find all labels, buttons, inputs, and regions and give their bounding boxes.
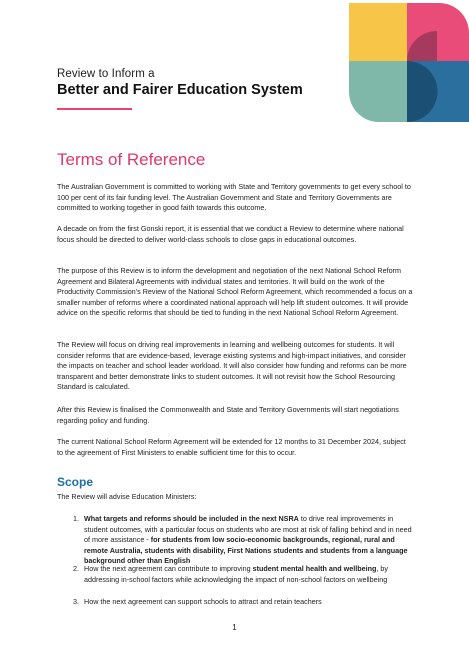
paragraph-focus: The Review will focus on driving real improvements in learning and wellbeing outcomes for students. It will consider reforms that are evidence-based, leverage existing systems and high-impact initiatives, and consider the impacts on teacher and school leader workload. It will also consider how funding and reforms can be more transparent and better demonstrate links to student outcomes. It will not revisit how the School Resourcing Standard is calculated. [57,340,407,392]
paragraph-purpose: The purpose of this Review is to inform the development and negotiation of the next National School Reform Agreement and Bilateral Agreements with individual states and territories. It will build on the work of the Productivity Commission’s Review of the National School Reform Agreement, which recommended a focus on a smaller number of reforms where a coordinated national approach will help lift student outcomes. It will provide advice on the specific reforms that should be tied to funding in the next National School Reform Agreement. [57,266,413,318]
terms-of-reference-heading: Terms of Reference [57,150,206,169]
list-item-bold: What targets and reforms should be included in the next NSRA [84,514,299,523]
list-item-number: 3. [73,597,79,606]
list-item-bold: for students from low socio-economic backgrounds, regional, rural and remote Australia, students with disability, First Nations students and students from a language background other than English [84,535,408,566]
header-title: Better and Fairer Education System [57,82,303,98]
list-item-plain: , by addressing in-school factors while acknowledging the impact of non-school factors on wellbeing [84,564,389,584]
list-item-number: 1. [73,514,79,523]
paragraph-extension: The current National School Reform Agreement will be extended for 12 months to 31 December 2024, subject to the agreement of First Ministers to enable sufficient time for this to occur. [57,437,406,457]
list-item-bold: student mental health and wellbeing [252,564,377,573]
list-item-number: 2. [73,564,79,573]
list-item-text [84,564,414,585]
page-number: 1 [232,623,237,632]
list-item-plain: How the next agreement can support schools to attract and retain teachers [84,597,322,606]
list-item-text [84,597,414,608]
list-item-plain: to drive real improvements in student outcomes, with a particular focus on students who are most at risk of falling behind and in need of more assistance - [84,514,412,545]
scope-intro: The Review will advise Education Ministers: [57,492,197,501]
list-item-plain: How the next agreement can contribute to improving [84,564,253,573]
logo-teal-quarter [349,61,407,122]
review-logo-graphic [347,0,469,124]
paragraph-gonski: A decade on from the first Gonski report, it is essential that we conduct a Review to determine where national focus should be directed to deliver world-class schools to close gaps in educational outcomes. [57,224,404,244]
header-kicker: Review to Inform a [57,68,155,80]
paragraph-negotiations: After this Review is finalised the Commonwealth and State and Territory Governments will start negotiations regarding policy and funding. [57,405,399,425]
scope-heading: Scope [57,475,94,489]
list-item-text [84,514,414,567]
logo-yellow-block [349,3,407,61]
header-divider [57,108,132,110]
paragraph-commitment: The Australian Government is committed to working with State and Territory governments to get every school to 100 per cent of its fair funding level. The Australian Government and State and Territory Governments are committed to working together in good faith towards this outcome. [57,182,411,213]
